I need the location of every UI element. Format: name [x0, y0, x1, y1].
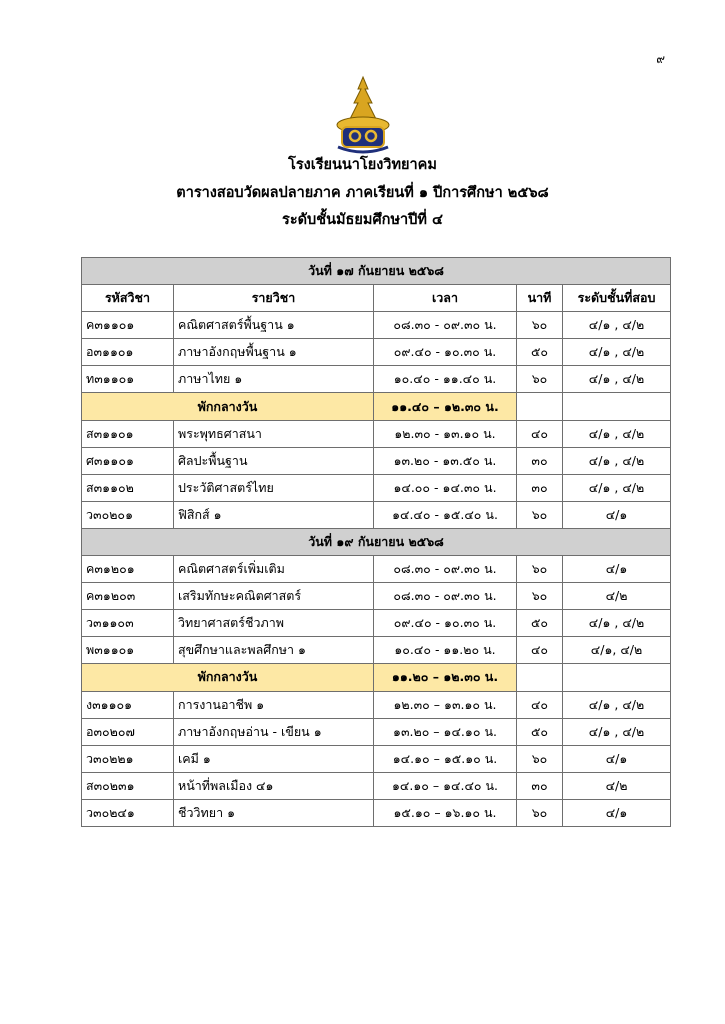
table-row — [82, 474, 671, 501]
table-row — [82, 420, 671, 447]
exam-level: ๔/๑ , ๔/๒ — [563, 420, 671, 447]
lunch-break-row — [82, 393, 671, 420]
exam-time: ๑๔.๑๐ – ๑๔.๔๐ น. — [374, 772, 517, 799]
day-label: วันที่ ๑๙ กันยายน ๒๕๖๘ — [82, 528, 671, 555]
exam-time: ๑๔.๐๐ - ๑๔.๓๐ น. — [374, 474, 517, 501]
grade-level: ระดับชั้นมัธยมศึกษาปีที่ ๔ — [282, 212, 443, 228]
subject-code: พ๓๑๑๐๑ — [82, 637, 174, 664]
subject-name: ชีววิทยา ๑ — [174, 799, 374, 826]
lunch-break-label: พักกลางวัน — [82, 664, 374, 691]
page-number: ๙ — [656, 52, 665, 66]
subject-code: ง๓๑๑๐๑ — [82, 691, 174, 718]
exam-level: ๔/๑ , ๔/๒ — [563, 691, 671, 718]
table-row — [82, 583, 671, 610]
subject-name: ภาษาอังกฤษพื้นฐาน ๑ — [174, 339, 374, 366]
exam-level: ๔/๑ , ๔/๒ — [563, 366, 671, 393]
table-row — [82, 366, 671, 393]
exam-time: ๑๐.๔๐ - ๑๑.๔๐ น. — [374, 366, 517, 393]
exam-minutes: ๖๐ — [517, 745, 563, 772]
exam-minutes: ๕๐ — [517, 718, 563, 745]
exam-minutes: ๖๐ — [517, 799, 563, 826]
table-row — [82, 447, 671, 474]
subject-name: พระพุทธศาสนา — [174, 420, 374, 447]
exam-schedule-body — [82, 258, 671, 827]
exam-minutes: ๔๐ — [517, 637, 563, 664]
table-row — [82, 745, 671, 772]
time-header: เวลา — [374, 285, 517, 312]
subject-code: ส๓๑๑๐๑ — [82, 420, 174, 447]
table-row — [82, 312, 671, 339]
exam-time: ๑๓.๒๐ – ๑๔.๑๐ น. — [374, 718, 517, 745]
exam-level: ๔/๒ — [563, 772, 671, 799]
subject-name: ฟิสิกส์ ๑ — [174, 501, 374, 528]
subject-header: รายวิชา — [174, 285, 374, 312]
subject-name: คณิตศาสตร์เพิ่มเติม — [174, 556, 374, 583]
subject-name: วิทยาศาสตร์ชีวภาพ — [174, 610, 374, 637]
subject-name: การงานอาชีพ ๑ — [174, 691, 374, 718]
table-row — [82, 339, 671, 366]
lunch-break-row — [82, 664, 671, 691]
exam-minutes: ๓๐ — [517, 474, 563, 501]
exam-time: ๑๕.๑๐ – ๑๖.๑๐ น. — [374, 799, 517, 826]
day-header-row — [82, 528, 671, 555]
lunch-break-time: ๑๑.๒๐ – ๑๒.๓๐ น. — [374, 664, 517, 691]
exam-time: ๐๘.๓๐ - ๐๙.๓๐ น. — [374, 583, 517, 610]
exam-time: ๐๘.๓๐ - ๐๙.๓๐ น. — [374, 312, 517, 339]
subject-code: อ๓๑๑๐๑ — [82, 339, 174, 366]
school-name: โรงเรียนนาโยงวิทยาคม — [288, 157, 437, 173]
table-row — [82, 718, 671, 745]
exam-minutes: ๖๐ — [517, 366, 563, 393]
lunch-break-blank — [563, 664, 671, 691]
code-header: รหัสวิชา — [82, 285, 174, 312]
subject-code: ส๓๐๒๓๑ — [82, 772, 174, 799]
exam-time: ๑๐.๔๐ - ๑๑.๒๐ น. — [374, 637, 517, 664]
school-crest-icon — [328, 75, 398, 155]
subject-name: ภาษาไทย ๑ — [174, 366, 374, 393]
subject-code: ว๓๐๒๐๑ — [82, 501, 174, 528]
exam-minutes: ๓๐ — [517, 447, 563, 474]
exam-level: ๔/๑ , ๔/๒ — [563, 474, 671, 501]
exam-minutes: ๕๐ — [517, 610, 563, 637]
lunch-break-time: ๑๑.๔๐ – ๑๒.๓๐ น. — [374, 393, 517, 420]
exam-time: ๑๒.๓๐ - ๑๓.๑๐ น. — [374, 420, 517, 447]
subject-name: เสริมทักษะคณิตศาสตร์ — [174, 583, 374, 610]
column-header-row — [82, 285, 671, 312]
exam-minutes: ๓๐ — [517, 772, 563, 799]
table-row — [82, 637, 671, 664]
exam-minutes: ๔๐ — [517, 691, 563, 718]
exam-time: ๑๔.๔๐ - ๑๕.๔๐ น. — [374, 501, 517, 528]
subject-code: ค๓๑๒๐๑ — [82, 556, 174, 583]
exam-minutes: ๕๐ — [517, 339, 563, 366]
subject-name: คณิตศาสตร์พื้นฐาน ๑ — [174, 312, 374, 339]
day-header-row — [82, 258, 671, 285]
exam-title: ตารางสอบวัดผลปลายภาค ภาคเรียนที่ ๑ ปีการศึกษา ๒๕๖๘ — [176, 185, 549, 201]
exam-time: ๐๘.๓๐ - ๐๙.๓๐ น. — [374, 556, 517, 583]
lunch-break-blank — [517, 664, 563, 691]
lunch-break-blank — [517, 393, 563, 420]
exam-level: ๔/๑ — [563, 799, 671, 826]
subject-code: ศ๓๑๑๐๑ — [82, 447, 174, 474]
exam-time: ๑๔.๑๐ – ๑๕.๑๐ น. — [374, 745, 517, 772]
exam-time: ๐๙.๔๐ - ๑๐.๓๐ น. — [374, 339, 517, 366]
subject-code: อ๓๐๒๐๗ — [82, 718, 174, 745]
subject-name: สุขศึกษาและพลศึกษา ๑ — [174, 637, 374, 664]
day-label: วันที่ ๑๗ กันยายน ๒๕๖๘ — [82, 258, 671, 285]
exam-level: ๔/๑ , ๔/๒ — [563, 339, 671, 366]
table-row — [82, 501, 671, 528]
exam-minutes: ๖๐ — [517, 312, 563, 339]
table-row — [82, 691, 671, 718]
exam-time: ๑๓.๒๐ - ๑๓.๕๐ น. — [374, 447, 517, 474]
exam-level: ๔/๑ , ๔/๒ — [563, 447, 671, 474]
subject-name: เคมี ๑ — [174, 745, 374, 772]
subject-code: ท๓๑๑๐๑ — [82, 366, 174, 393]
table-row — [82, 772, 671, 799]
exam-level: ๔/๒ — [563, 583, 671, 610]
exam-level: ๔/๑ , ๔/๒ — [563, 610, 671, 637]
exam-schedule-table — [81, 257, 671, 827]
exam-level: ๔/๑ , ๔/๒ — [563, 718, 671, 745]
exam-level: ๔/๑, ๔/๒ — [563, 637, 671, 664]
lunch-break-label: พักกลางวัน — [82, 393, 374, 420]
exam-level: ๔/๑ — [563, 556, 671, 583]
exam-level: ๔/๑ , ๔/๒ — [563, 312, 671, 339]
table-row — [82, 610, 671, 637]
subject-name: ศิลปะพื้นฐาน — [174, 447, 374, 474]
subject-code: ว๓๐๒๔๑ — [82, 799, 174, 826]
minutes-header: นาที — [517, 285, 563, 312]
lunch-break-blank — [563, 393, 671, 420]
exam-minutes: ๖๐ — [517, 556, 563, 583]
subject-code: ว๓๐๒๒๑ — [82, 745, 174, 772]
subject-name: หน้าที่พลเมือง ๔๑ — [174, 772, 374, 799]
exam-level: ๔/๑ — [563, 501, 671, 528]
subject-code: ว๓๑๑๐๓ — [82, 610, 174, 637]
exam-level: ๔/๑ — [563, 745, 671, 772]
subject-name: ภาษาอังกฤษอ่าน - เขียน ๑ — [174, 718, 374, 745]
exam-time: ๐๙.๔๐ - ๑๐.๓๐ น. — [374, 610, 517, 637]
exam-time: ๑๒.๓๐ – ๑๓.๑๐ น. — [374, 691, 517, 718]
table-row — [82, 556, 671, 583]
subject-code: ค๓๑๑๐๑ — [82, 312, 174, 339]
subject-code: ส๓๑๑๐๒ — [82, 474, 174, 501]
exam-minutes: ๔๐ — [517, 420, 563, 447]
subject-name: ประวัติศาสตร์ไทย — [174, 474, 374, 501]
exam-minutes: ๖๐ — [517, 583, 563, 610]
level-header: ระดับชั้นที่สอบ — [563, 285, 671, 312]
table-row — [82, 799, 671, 826]
subject-code: ค๓๑๒๐๓ — [82, 583, 174, 610]
exam-minutes: ๖๐ — [517, 501, 563, 528]
